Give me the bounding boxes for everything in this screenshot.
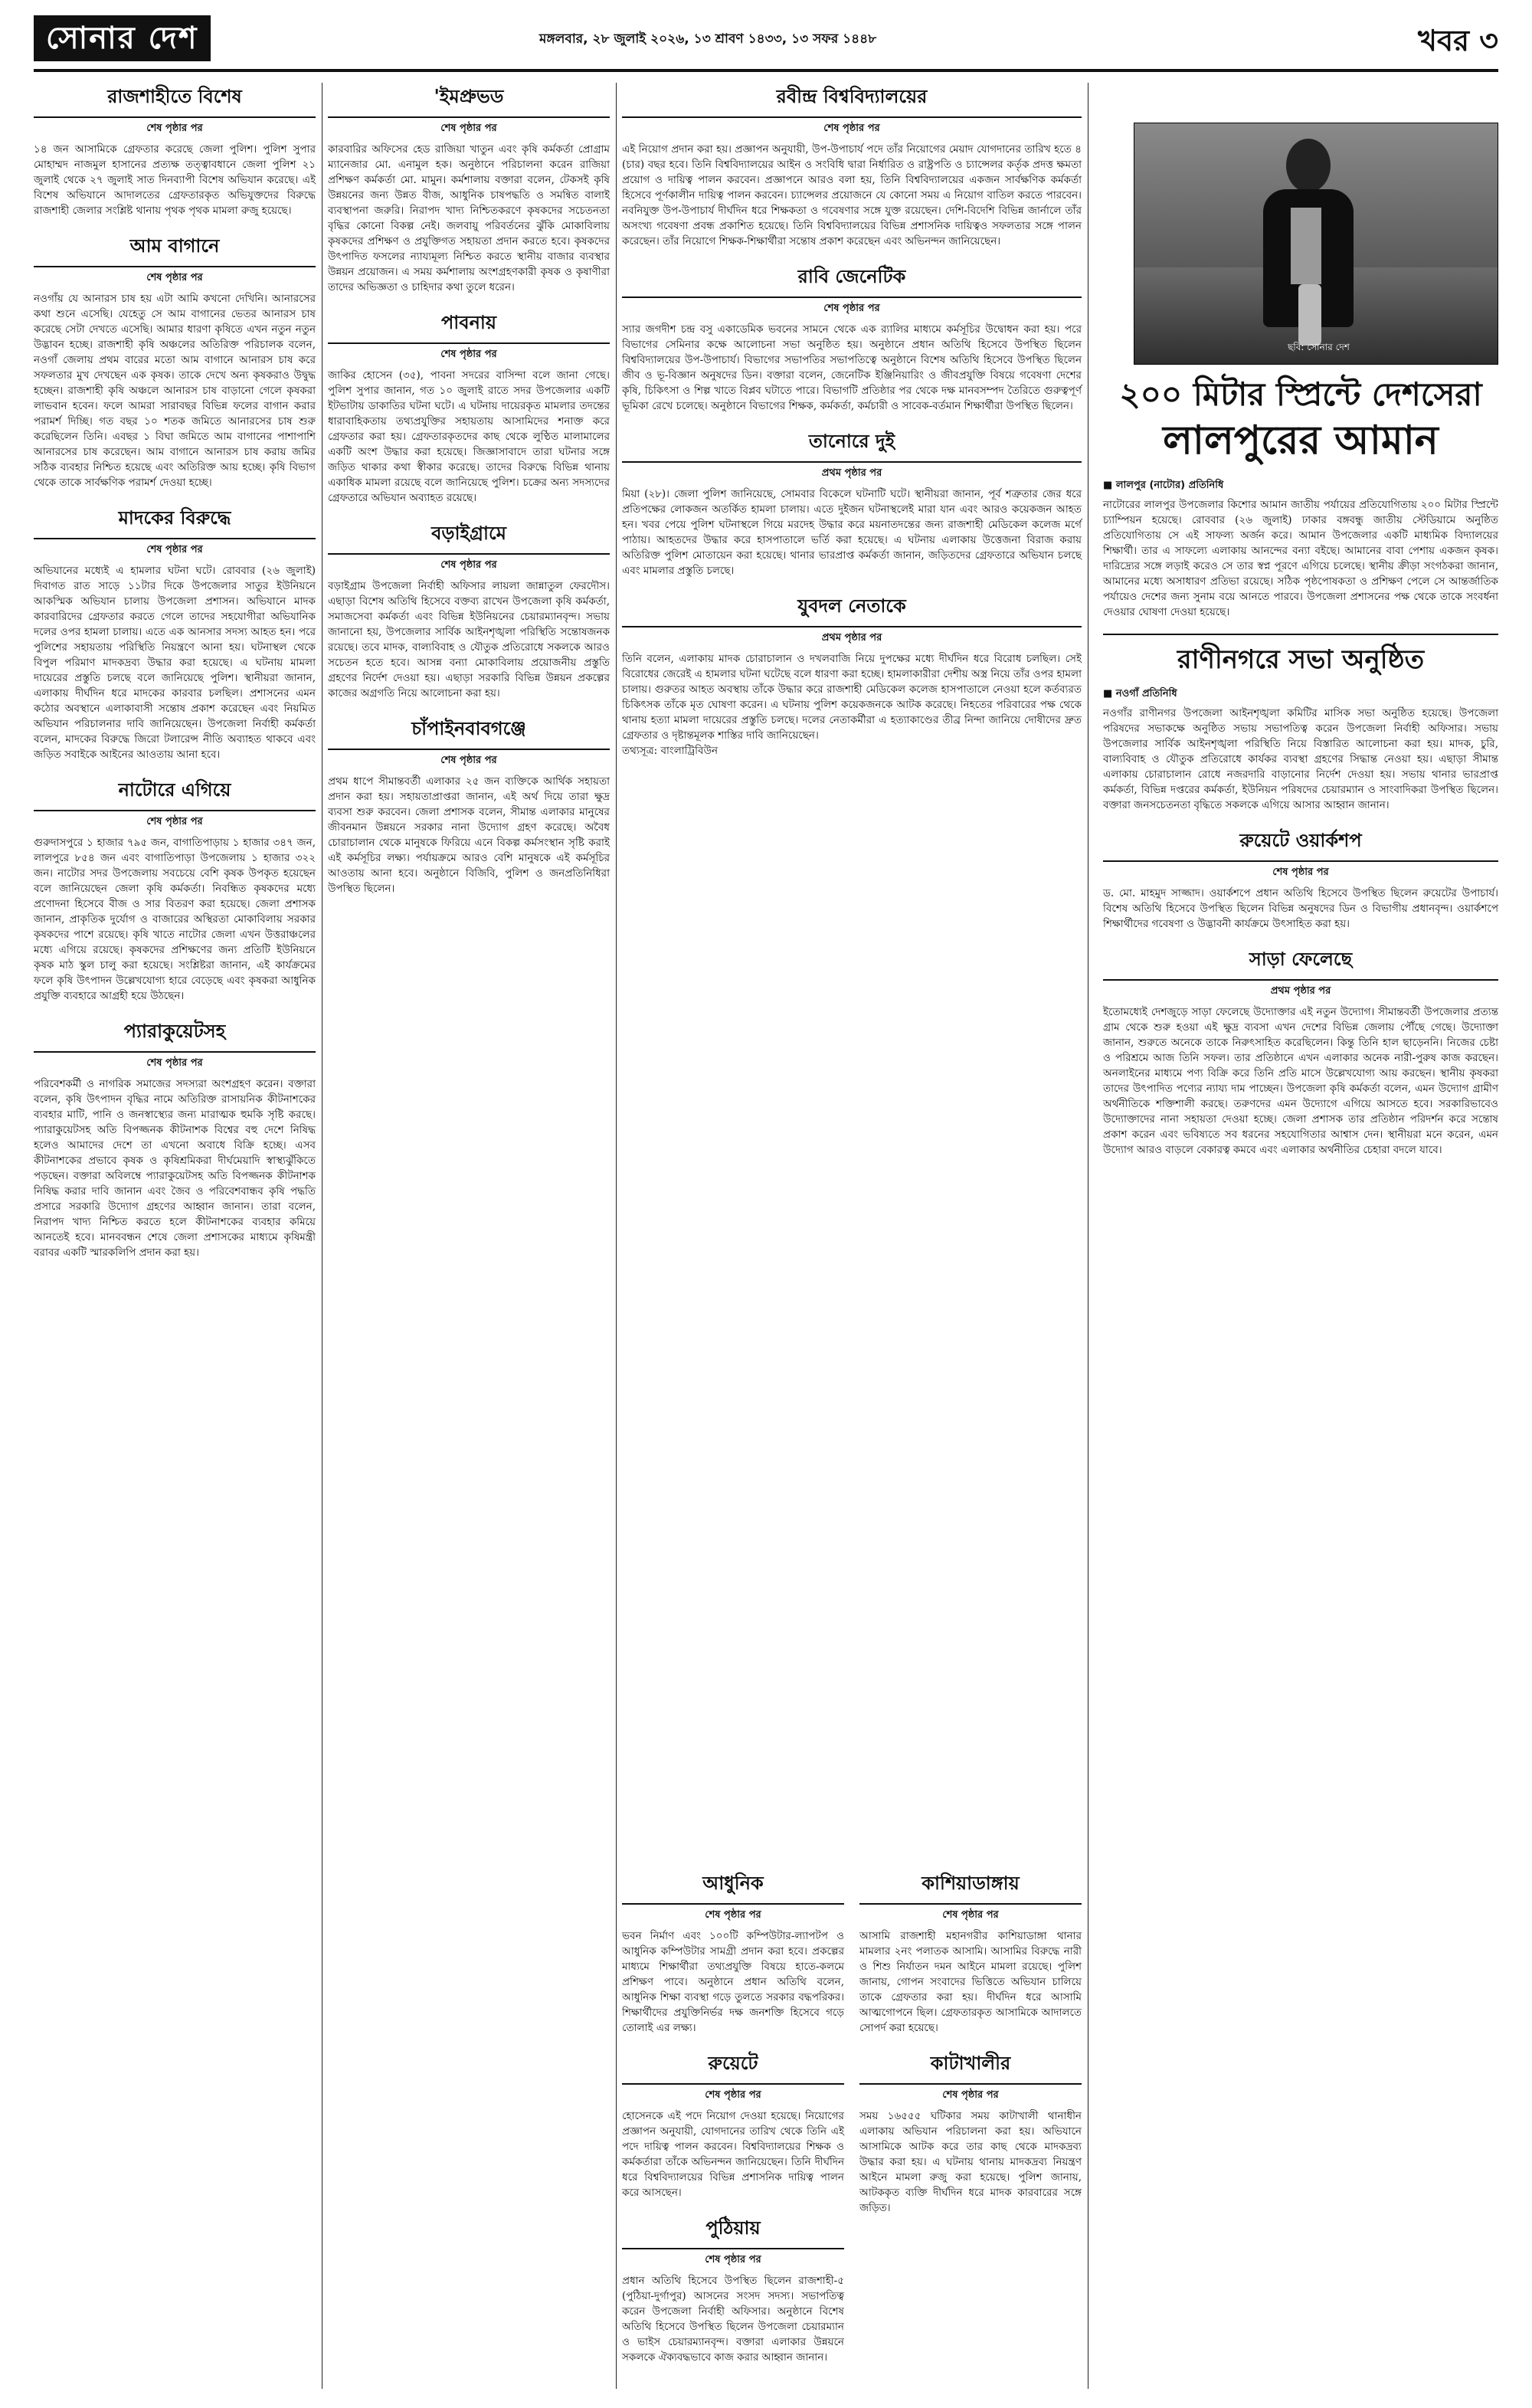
story-headline: প্যারাকুয়েটসহ <box>34 1017 316 1053</box>
continued-label: শেষ পৃষ্ঠার পর <box>1272 867 1329 878</box>
column-4-stories <box>859 1869 1082 2229</box>
news-story <box>859 1869 1082 2036</box>
news-story <box>34 776 316 1004</box>
athlete-figure <box>1249 139 1364 365</box>
news-story <box>622 1869 844 2036</box>
continued-label: শেষ পৃষ্ঠার পর <box>440 559 497 571</box>
news-story <box>34 1017 316 1260</box>
news-story <box>622 263 1082 414</box>
column-3 <box>622 83 1082 772</box>
story-headline: যুবদল নেতাকে <box>622 592 1082 627</box>
continued-label: শেষ পৃষ্ঠার পর <box>942 2089 999 2101</box>
jersey-stripe <box>1291 208 1321 284</box>
story-body: ভবন নির্মাণ এবং ১০০টি কম্পিউটার-ল্যাপটপ ও আধুনিক কম্পিউটার সামগ্রী প্রদান করা হবে। প্রকল্পের মাধ্যমে শিক্ষার্থীরা তথ্যপ্রযুক্তি বিষয়ে হাতে-কলমে প্রশিক্ষণ পাবে। অনুষ্ঠানে প্রধান অতিথি বলেন, আধুনিক শিক্ষা ব্যবস্থা গড়ে তুলতে সরকার বদ্ধপরিকর। শিক্ষার্থীদের প্রযুক্তিনির্ভর দক্ষ জনশক্তি হিসেবে গড়ে তোলাই এর লক্ষ্য। <box>622 1930 844 2034</box>
newspaper-logo: সোনার দেশ <box>34 15 211 61</box>
continued-label: শেষ পৃষ্ঠার পর <box>146 544 203 555</box>
story-body: গুরুদাসপুরে ১ হাজার ৭৯৫ জন, বাগাতিপাড়ায় ১ হাজার ৩৪৭ জন, লালপুরে ৮৫৪ জন এবং বাগাতিপাড়া উপজেলায় ১ হাজার ৩২২ জন। নাটোর সদর উপজেলায় সবচেয়ে বেশি কৃষক উপকৃত হয়েছেন বলে জানিয়েছেন জেলা কৃষি কর্মকর্তা। নিবন্ধিত কৃষকদের মধ্যে প্রণোদনা হিসেবে বীজ ও সার বিতরণ করা হয়েছে। জেলা প্রশাসক জানান, প্রাকৃতিক দুর্যোগ ও বাজারের অস্থিরতা মোকাবিলায় সরকার কৃষকদের পাশে রয়েছে। কৃষি খাতে নাটোর জেলা এখন উত্তরাঞ্চলের মধ্যে এগিয়ে রয়েছে। কৃষকদের প্রশিক্ষণের জন্য প্রতিটি ইউনিয়নে কৃষক মাঠ স্কুল চালু করা হয়েছে। সংশ্লিষ্টরা জানান, এই কার্যক্রমের ফলে কৃষি উৎপাদন উল্লেখযোগ্য হারে বেড়েছে এবং কৃষকরা আধুনিক প্রযুক্তি ব্যবহারে আগ্রহী হয়ে উঠছেন। <box>34 837 316 1002</box>
story-headline: পাবনায় <box>328 309 610 344</box>
continued-label: শেষ পৃষ্ঠার পর <box>146 1057 203 1069</box>
news-story <box>1103 945 1498 1158</box>
feature-headline <box>1103 374 1498 466</box>
story-body: এই নিয়োগ প্রদান করা হয়। প্রজ্ঞাপন অনুযায়ী, উপ-উপাচার্য পদে তাঁর নিয়োগের মেয়াদ যোগদানের তারিখ হতে ৪ (চার) বছর হবে। তিনি বিশ্ববিদ্যালয়ের আইন ও সংবিধি দ্বারা নির্ধারিত ও রাষ্ট্রপতি ও চ্যান্সেলর কর্তৃক প্রদত্ত ক্ষমতা প্রয়োগ ও দায়িত্ব পালন করবেন। প্রজ্ঞাপনে আরও বলা হয়, তিনি বিশ্ববিদ্যালয়ের একজন সার্বক্ষণিক কর্মকর্তা হিসেবে পূর্ণকালীন দায়িত্ব পালন করবেন। চ্যান্সেলর প্রয়োজনে যে কোনো সময় এ নিয়োগ বাতিল করতে পারবেন। নবনিযুক্ত উপ-উপাচার্য দীর্ঘদিন ধরে শিক্ষকতা ও গবেষণার সঙ্গে যুক্ত রয়েছেন। দেশি-বিদেশি বিভিন্ন জার্নালে তাঁর অসংখ্য গবেষণা প্রবন্ধ প্রকাশিত হয়েছে। তিনি বিশ্ববিদ্যালয়ের বিভিন্ন প্রশাসনিক দায়িত্বও সফলতার সঙ্গে পালন করেছেন। তাঁর নিয়োগে শিক্ষক-শিক্ষার্থীরা সন্তোষ প্রকাশ করেছেন এবং অভিনন্দন জানিয়েছেন। <box>622 143 1082 247</box>
story-body: নওগাঁয় যে আনারস চাষ হয় এটা আমি কখনো দেখিনি। আনারসের কথা শুনে এসেছি। যেহেতু সে আম বাগানের ভেতর আনারস চাষ করেছে সেটা দেখতে এসেছি। আমার ধারণা কৃষিতে এখন নতুন নতুন উদ্ভাবন হচ্ছে। রাজশাহী কৃষি অঞ্চলের অতিরিক্ত পরিচালক বলেন, নওগাঁ জেলায় প্রথম বারের মতো আম বাগানে আনারস চাষ করে সফলতার মুখ দেখছেন এক কৃষক। তাকে দেখে অন্য কৃষকরাও উদ্বুদ্ধ হচ্ছেন। রাজশাহী কৃষি অঞ্চলে আনারস চাষ বাড়ানো গেলে কৃষকরা লাভবান হবেন। ফলে আমরা সারাবছর বিভিন্ন ফলের বাগান করার পরামর্শ দিচ্ছি। গত বছর ১০ শতক জমিতে আনারসের চাষ শুরু করেছিলেন তিনি। এবছর ১ বিঘা জমিতে আম বাগানের পাশাপাশি আনারসের চাষ করেছেন। আম বাগানে আনারস চাষ করায় জমির সঠিক ব্যবহার নিশ্চিত হয়েছে এবং অতিরিক্ত আয় হচ্ছে। কৃষি বিভাগ থেকে তাকে সার্বক্ষণিক পরামর্শ দেওয়া হচ্ছে। <box>34 293 316 489</box>
column-3b-stories <box>622 1869 844 2379</box>
continued-label: শেষ পৃষ্ঠার পর <box>705 2089 761 2101</box>
news-story <box>1103 827 1498 932</box>
news-story <box>328 715 610 896</box>
continued-label: প্রথম পৃষ্ঠার পর <box>821 467 882 479</box>
continued-label: শেষ পৃষ্ঠার পর <box>705 2254 761 2265</box>
story-headline: রুয়েটে <box>622 2049 844 2085</box>
story-headline: চাঁপাইনবাবগঞ্জে <box>328 715 610 750</box>
story-headline: রাণীনগরে সভা অনুষ্ঠিত <box>1177 644 1425 675</box>
feature-headline-line-2: লালপুরের আমান <box>1163 417 1439 464</box>
column-2 <box>328 83 610 910</box>
continued-label: শেষ পৃষ্ঠার পর <box>705 1909 761 1921</box>
story-body: পরিবেশকর্মী ও নাগরিক সমাজের সদস্যরা অংশগ্রহণ করেন। বক্তারা বলেন, কৃষি উৎপাদন বৃদ্ধির নামে অতিরিক্ত রাসায়নিক কীটনাশকের ব্যবহার মাটি, পানি ও জনস্বাস্থ্যের জন্য মারাত্মক হুমকি সৃষ্টি করছে। প্যারাকুয়েটসহ অতি বিপজ্জনক কীটনাশক বিশ্বের বহু দেশে নিষিদ্ধ হলেও আমাদের দেশে তা এখনো অবাধে বিক্রি হচ্ছে। এসব কীটনাশকের প্রভাবে কৃষক ও কৃষিশ্রমিকরা দীর্ঘমেয়াদি স্বাস্থ্যঝুঁকিতে পড়ছেন। বক্তারা অবিলম্বে প্যারাকুয়েটসহ অতি বিপজ্জনক কীটনাশক নিষিদ্ধ করার দাবি জানান এবং জৈব ও পরিবেশবান্ধব কৃষি পদ্ধতি প্রসারে সরকারি উদ্যোগ গ্রহণের আহ্বান জানান। তারা বলেন, নিরাপদ খাদ্য নিশ্চিত করতে হলে কীটনাশকের ব্যবহার কমিয়ে আনতেই হবে। মানববন্ধন শেষে জেলা প্রশাসকের মাধ্যমে কৃষিমন্ত্রী বরাবর একটি স্মারকলিপি প্রদান করা হয়। <box>34 1078 316 1259</box>
continued-label: প্রথম পৃষ্ঠার পর <box>1270 985 1331 997</box>
story-body: ড. মো. মাহমুদ সাজ্জাদ। ওয়ার্কশপে প্রধান অতিথি হিসেবে উপস্থিত ছিলেন রুয়েটের উপাচার্য। বিশেষ অতিথি হিসেবে উপস্থিত ছিলেন বিভিন্ন অনুষদের ডিন ও বিভাগীয় প্রধানবৃন্দ। ওয়ার্কশপে শিক্ষার্থীদের গবেষণা ও উদ্ভাবনী কার্যক্রমে উৎসাহিত করা হয়। <box>1103 887 1498 930</box>
continued-label: শেষ পৃষ্ঠার পর <box>146 816 203 827</box>
story-headline: আম বাগানে <box>34 232 316 267</box>
news-story <box>328 83 610 295</box>
story-body: মিয়া (২৮)। জেলা পুলিশ জানিয়েছে, সোমবার বিকেলে ঘটনাটি ঘটে। স্থানীয়রা জানান, পূর্ব শত্রুতার জের ধরে প্রতিপক্ষের লোকজন অতর্কিত হামলা চালায়। এতে দুইজন ঘটনাস্থলেই মারা যান এবং আরও কয়েকজন আহত হন। খবর পেয়ে পুলিশ ঘটনাস্থলে গিয়ে মরদেহ উদ্ধার করে ময়নাতদন্তের জন্য রাজশাহী মেডিকেল কলেজ মর্গে পাঠায়। আহতদের উদ্ধার করে হাসপাতালে ভর্তি করা হয়েছে। এ ঘটনায় এলাকায় উত্তেজনা বিরাজ করায় অতিরিক্ত পুলিশ মোতায়েন করা হয়েছে। থানার ভারপ্রাপ্ত কর্মকর্তা জানান, জড়িতদের গ্রেফতারে অভিযান চলছে এবং মামলার প্রস্তুতি চলছে। <box>622 488 1082 577</box>
continued-label: শেষ পৃষ্ঠার পর <box>823 123 880 134</box>
story-headline: সাড়া ফেলেছে <box>1103 945 1498 981</box>
story-headline: নাটোরে এগিয়ে <box>34 776 316 811</box>
story-headline: বড়াইগ্রামে <box>328 519 610 555</box>
story-headline: রাজশাহীতে বিশেষ <box>34 83 316 118</box>
news-story <box>1103 640 1498 813</box>
story-body: তিনি বলেন, এলাকায় মাদক চোরাচালান ও দখলবাজি নিয়ে দুপক্ষের মধ্যে দীর্ঘদিন ধরে বিরোধ চলছিল। সেই বিরোধের জেরেই এ হামলার ঘটনা ঘটেছে বলে ধারণা করা হচ্ছে। হামলাকারীরা দেশীয় অস্ত্র নিয়ে তাঁর ওপর হামলা চালায়। গুরুতর আহত অবস্থায় তাঁকে উদ্ধার করে রাজশাহী মেডিকেল কলেজ হাসপাতালে নেওয়া হলে কর্তব্যরত চিকিৎসক তাঁকে মৃত ঘোষণা করেন। এ ঘটনায় পুলিশ কয়েকজনকে আটক করেছে। নিহতের পরিবারের পক্ষ থেকে থানায় হত্যা মামলা দায়েরের প্রস্তুতি চলছে। দলের নেতাকর্মীরা এ হত্যাকাণ্ডের তীব্র নিন্দা জানিয়ে দোষীদের দ্রুত গ্রেফতার ও দৃষ্টান্তমূলক শাস্তির দাবি জানিয়েছেন। <box>622 653 1082 742</box>
story-headline: মাদকের বিরুদ্ধে <box>34 504 316 539</box>
story-headline: পুঠিয়ায় <box>622 2214 844 2249</box>
news-story <box>34 232 316 490</box>
continued-label: শেষ পৃষ্ঠার পর <box>440 755 497 766</box>
news-story <box>622 592 1082 758</box>
story-body: নাটোরের লালপুর উপজেলার কিশোর আমান জাতীয় পর্যায়ের প্রতিযোগিতায় ২০০ মিটার স্প্রিন্টে চ্যাম্পিয়ন হয়েছে। রোববার (২৬ জুলাই) ঢাকার বঙ্গবন্ধু জাতীয় স্টেডিয়ামে অনুষ্ঠিত প্রতিযোগিতায় সে এই সাফল্য অর্জন করে। আমান উপজেলার একটি মাধ্যমিক বিদ্যালয়ের শিক্ষার্থী। তার এ সাফল্যে এলাকায় আনন্দের বন্যা বইছে। আমানের বাবা পেশায় একজন কৃষক। দারিদ্র্যের সঙ্গে লড়াই করেও সে তার স্বপ্ন পূরণে এগিয়ে চলেছে। স্থানীয় ক্রীড়া সংগঠকরা জানান, আমানের মধ্যে অসাধারণ প্রতিভা রয়েছে। সঠিক পৃষ্ঠপোষকতা ও প্রশিক্ষণ পেলে সে আন্তর্জাতিক পর্যায়েও দেশের জন্য সুনাম বয়ে আনতে পারবে। উপজেলা প্রশাসনের পক্ষ থেকে তাকে সংবর্ধনা দেওয়ার ঘোষণা দেওয়া হয়েছে। <box>1103 499 1498 618</box>
story-body: হোসেনকে এই পদে নিয়োগ দেওয়া হয়েছে। নিয়োগের প্রজ্ঞাপন অনুযায়ী, যোগদানের তারিখ থেকে তিনি এই পদে দায়িত্ব পালন করবেন। বিশ্ববিদ্যালয়ের শিক্ষক ও কর্মকর্তারা তাঁকে অভিনন্দন জানিয়েছেন। তিনি দীর্ঘদিন ধরে বিশ্ববিদ্যালয়ের বিভিন্ন প্রশাসনিক দায়িত্ব পালন করে আসছেন। <box>622 2110 844 2199</box>
news-story <box>1103 478 1498 620</box>
story-body: স্যার জগদীশ চন্দ্র বসু একাডেমিক ভবনের সামনে থেকে এক র‌্যালির মাধ্যমে কর্মসূচির উদ্বোধন করা হয়। পরে বিভাগের সেমিনার কক্ষে আলোচনা সভা অনুষ্ঠিত হয়। অনুষ্ঠানে প্রধান অতিথি হিসেবে উপস্থিত ছিলেন বিশ্ববিদ্যালয়ের উপ-উপাচার্য। বিভাগের সভাপতির সভাপতিত্বে অনুষ্ঠানে বিশেষ অতিথি হিসেবে উপস্থিত ছিলেন জীব ও ভূ-বিজ্ঞান অনুষদের ডিন। বক্তারা বলেন, জেনেটিক ইঞ্জিনিয়ারিং ও জীবপ্রযুক্তি বিষয়ে গবেষণা দেশের কৃষি, চিকিৎসা ও শিল্প খাতে বিপ্লব ঘটাতে পারে। বিভাগটি প্রতিষ্ঠার পর থেকে দক্ষ মানবসম্পদ তৈরিতে গুরুত্বপূর্ণ ভূমিকা রেখে চলেছে। অনুষ্ঠানে বিভাগের শিক্ষক, কর্মকর্তা, কর্মচারী ও সাবেক-বর্তমান শিক্ষার্থীরা উপস্থিত ছিলেন। <box>622 323 1082 412</box>
story-body: প্রথম ধাপে সীমান্তবর্তী এলাকার ২৫ জন ব্যক্তিকে আর্থিক সহায়তা প্রদান করা হয়। সহায়তাপ্রাপ্তরা জানান, এই অর্থ দিয়ে তারা ক্ষুদ্র ব্যবসা শুরু করবেন। জেলা প্রশাসক বলেন, সীমান্ত এলাকার মানুষের জীবনমান উন্নয়নে সরকার নানা উদ্যোগ গ্রহণ করেছে। অবৈধ চোরাচালান থেকে মানুষকে ফিরিয়ে এনে বিকল্প কর্মসংস্থান সৃষ্টি করাই এই কর্মসূচির লক্ষ্য। পর্যায়ক্রমে আরও বেশি মানুষকে এই কর্মসূচির আওতায় আনা হবে। অনুষ্ঠানে বিজিবি, পুলিশ ও জনপ্রতিনিধিরা উপস্থিত ছিলেন। <box>328 775 610 895</box>
column-rule <box>616 83 617 2389</box>
news-story <box>622 2049 844 2200</box>
byline: ■ লালপুর (নাটোর) প্রতিনিধি <box>1103 478 1498 494</box>
story-body: অভিযানের মধ্যেই এ হামলার ঘটনা ঘটে। রোববার (২৬ জুলাই) দিবাগত রাত সাড়ে ১১টার দিকে উপজেলার সাতুর ইউনিয়নে আকস্মিক অভিযান চালায় উপজেলা প্রশাসন। অভিযানে মাদক কারবারিদের গ্রেফতার করতে গেলে তাদের সহযোগীরা অভিযানিক দলের ওপর হামলা চালায়। এতে এক আনসার সদস্য আহত হন। পরে পুলিশের সহায়তায় পরিস্থিতি নিয়ন্ত্রণে আনা হয়। ঘটনাস্থল থেকে বিপুল পরিমাণ মাদকদ্রব্য উদ্ধার করা হয়েছে। এ ঘটনায় মামলা দায়েরের প্রস্তুতি চলছে বলে জানিয়েছে পুলিশ। স্থানীয়রা জানান, এলাকায় দীর্ঘদিন ধরে মাদকের কারবার চলছিল। প্রশাসনের এমন কঠোর অবস্থানে এলাকাবাসী সন্তোষ প্রকাশ করেছেন এবং নিয়মিত অভিযান পরিচালনার দাবি জানিয়েছেন। উপজেলা নির্বাহী কর্মকর্তা বলেন, মাদকের বিরুদ্ধে জিরো টলারেন্স নীতি অব্যাহত থাকবে এবং জড়িত সবাইকে আইনের আওতায় আনা হবে। <box>34 565 316 761</box>
story-body: ১৪ জন আসামিকে গ্রেফতার করেছে জেলা পুলিশ। পুলিশ সুপার মোহাম্মদ নাজমুল হাসানের প্রত্যক্ষ তত্ত্বাবধানে জেলা পুলিশ ২১ জুলাই থেকে ২৭ জুলাই সাত দিনব্যাপী বিশেষ অভিযান করেছে। এই বিশেষ অভিযানে আদালতের গ্রেফতারকৃত অভিযুক্তদের বিরুদ্ধে রাজশাহী জেলার সংশ্লিষ্ট থানায় পৃথক পৃথক মামলা রুজু হয়েছে। <box>34 143 316 217</box>
story-body: নওগাঁর রাণীনগর উপজেলা আইনশৃঙ্খলা কমিটির মাসিক সভা অনুষ্ঠিত হয়েছে। উপজেলা পরিষদের সভাকক্ষে অনুষ্ঠিত সভায় সভাপতিত্ব করেন উপজেলা নির্বাহী অফিসার। সভায় উপজেলার সার্বিক আইনশৃঙ্খলা পরিস্থিতি নিয়ে বিস্তারিত আলোচনা করা হয়। মাদক, চুরি, বাল্যবিবাহ ও যৌতুক প্রতিরোধে কার্যকর ব্যবস্থা গ্রহণের সিদ্ধান্ত নেওয়া হয়। এছাড়া সীমান্ত এলাকায় চোরাচালান রোধে নজরদারি বাড়ানোর নির্দেশ দেওয়া হয়। সভায় থানার ভারপ্রাপ্ত কর্মকর্তা, বিভিন্ন দপ্তরের কর্মকর্তা, ইউনিয়ন পরিষদের চেয়ারম্যান ও সাংবাদিকরা উপস্থিত ছিলেন। বক্তারা জনসচেতনতা বৃদ্ধিতে সকলকে এগিয়ে আসার আহ্বান জানান। <box>1103 707 1498 811</box>
story-body: কারবারির অফিসের হেড রাজিয়া খাতুন এবং কৃষি কর্মকর্তা প্রোগ্রাম ম্যানেজার মো. এনামুল হক। অনুষ্ঠানে পরিচালনা করেন রাজিয়া প্রশিক্ষণ কর্মকর্তা মো. মামুন। কর্মশালায় বক্তারা বলেন, টেকসই কৃষি উন্নয়নের জন্য উন্নত বীজ, আধুনিক চাষপদ্ধতি ও সমন্বিত বালাই ব্যবস্থাপনা জরুরি। নিরাপদ খাদ্য নিশ্চিতকরণে কৃষকদের সচেতনতা বৃদ্ধির কোনো বিকল্প নেই। জলবায়ু পরিবর্তনের ঝুঁকি মোকাবিলায় কৃষকদের প্রশিক্ষণ ও প্রযুক্তিগত সহায়তা প্রদান করতে হবে। কৃষকদের উৎপাদিত ফসলের ন্যায্যমূল্য নিশ্চিত করতে স্থানীয় বাজার ব্যবস্থার উন্নয়ন প্রয়োজন। এ সময় কর্মশালায় অংশগ্রহণকারী কৃষক ও কৃষাণীরা তাদের অভিজ্ঞতা ও চাহিদার কথা তুলে ধরেন। <box>328 143 610 293</box>
story-headline: রুয়েটে ওয়ার্কশপ <box>1103 827 1498 862</box>
continued-label: শেষ পৃষ্ঠার পর <box>823 303 880 314</box>
news-story <box>328 519 610 701</box>
continued-label: শেষ পৃষ্ঠার পর <box>146 123 203 134</box>
athlete-photo <box>1134 123 1498 365</box>
continued-label: শেষ পৃষ্ঠার পর <box>146 272 203 283</box>
story-headline: কাটাখালীর <box>859 2049 1082 2085</box>
story-headline: 'ইমপ্রুভড <box>328 83 610 118</box>
news-story <box>622 2214 844 2365</box>
dateline: মঙ্গলবার, ২৮ জুলাই ২০২৬, ১৩ শ্রাবণ ১৪৩৩, ১৩ সফর ১৪৪৮ <box>539 31 877 47</box>
continued-label: শেষ পৃষ্ঠার পর <box>942 1909 999 1921</box>
story-headline: রবীন্দ্র বিশ্ববিদ্যালয়ের <box>622 83 1082 118</box>
story-headline: কাশিয়াডাঙ্গায় <box>859 1869 1082 1905</box>
news-story <box>34 504 316 762</box>
news-story <box>859 2049 1082 2216</box>
masthead <box>34 15 1498 72</box>
source-credit: তথ্যসূত্র: বাংলাট্রিবিউন <box>622 745 719 757</box>
section-label: খবর ৩ <box>1418 23 1498 57</box>
story-body: বড়াইগ্রাম উপজেলা নির্বাহী অফিসার লায়লা জান্নাতুল ফেরদৌস। এছাড়া বিশেষ অতিথি হিসেবে বক্তব্য রাখেন উপজেলা কৃষি কর্মকর্তা, সমাজসেবা কর্মকর্তা এবং বিভিন্ন ইউনিয়নের চেয়ারম্যানবৃন্দ। সভায় জানানো হয়, উপজেলার সার্বিক আইনশৃঙ্খলা পরিস্থিতি সন্তোষজনক রয়েছে। তবে মাদক, বাল্যবিবাহ ও যৌতুক প্রতিরোধে সকলকে আরও সচেতন হতে হবে। আসন্ন বন্যা মোকাবিলায় প্রয়োজনীয় প্রস্তুতি গ্রহণের নির্দেশ দেওয়া হয়। এছাড়া সরকারি বিভিন্ন উন্নয়ন প্রকল্পের কাজের অগ্রগতি নিয়ে আলোচনা করা হয়। <box>328 580 610 699</box>
story-headline: তানোরে দুই <box>622 428 1082 463</box>
continued-label: প্রথম পৃষ্ঠার পর <box>821 632 882 644</box>
story-body: ইতোমধ্যেই দেশজুড়ে সাড়া ফেলেছে উদ্যোক্তার এই নতুন উদ্যোগ। সীমান্তবর্তী উপজেলার প্রত্যন্ত গ্রাম থেকে শুরু হওয়া এই ক্ষুদ্র ব্যবসা এখন দেশের বিভিন্ন জেলায় পৌঁছে গেছে। উদ্যোক্তা জানান, শুরুতে অনেকে তাকে নিরুৎসাহিত করেছিলেন। কিন্তু তিনি হাল ছাড়েননি। নিজের চেষ্টা ও পরিশ্রমে আজ তিনি সফল। তার প্রতিষ্ঠানে এখন এলাকার অনেক নারী-পুরুষ কাজ করছেন। অনলাইনের মাধ্যমে পণ্য বিক্রি করে তিনি প্রতি মাসে উল্লেখযোগ্য আয় করছেন। স্থানীয় কৃষকরা তাদের উৎপাদিত পণ্যের ন্যায্য দাম পাচ্ছেন। উপজেলা কৃষি কর্মকর্তা বলেন, এমন উদ্যোগ গ্রামীণ অর্থনীতিকে শক্তিশালী করছে। তরুণদের এমন উদ্যোগে এগিয়ে আসতে হবে। সরকারিভাবেও উদ্যোক্তাদের নানা সহায়তা দেওয়া হচ্ছে। জেলা প্রশাসক তার প্রতিষ্ঠান পরিদর্শন করে সন্তোষ প্রকাশ করেন এবং ভবিষ্যতে সব ধরনের সহযোগিতার আশ্বাস দেন। স্থানীয়রা মনে করেন, এমন উদ্যোগ আরও বাড়লে বেকারত্ব কমবে এবং এলাকার অর্থনীতির চেহারা বদলে যাবে। <box>1103 1006 1498 1156</box>
divider <box>1103 634 1498 635</box>
story-body: আসামি রাজশাহী মহানগরীর কাশিয়াডাঙ্গা থানার মামলার ২নং পলাতক আসামি। আসামির বিরুদ্ধে নারী ও শিশু নির্যাতন দমন আইনে মামলা রয়েছে। পুলিশ জানায়, গোপন সংবাদের ভিত্তিতে অভিযান চালিয়ে তাকে গ্রেফতার করা হয়। দীর্ঘদিন ধরে আসামি আত্মগোপনে ছিল। গ্রেফতারকৃত আসামিকে আদালতে সোপর্দ করা হয়েছে। <box>859 1930 1082 2034</box>
news-story <box>328 309 610 506</box>
trophy-icon <box>1298 284 1321 346</box>
feature-headline-line-1: ২০০ মিটার স্প্রিন্টে দেশসেরা <box>1119 375 1482 413</box>
continued-label: শেষ পৃষ্ঠার পর <box>440 349 497 360</box>
continued-label: শেষ পৃষ্ঠার পর <box>440 123 497 134</box>
news-story <box>622 428 1082 578</box>
athlete-head <box>1286 139 1331 192</box>
news-story <box>622 83 1082 249</box>
byline: ■ নওগাঁ প্রতিনিধি <box>1103 686 1498 703</box>
story-body: প্রধান অতিথি হিসেবে উপস্থিত ছিলেন রাজশাহী-৫ (পুঠিয়া-দুর্গাপুর) আসনের সংসদ সদস্য। সভাপতিত্ব করেন উপজেলা নির্বাহী অফিসার। অনুষ্ঠানে বিশেষ অতিথি হিসেবে উপস্থিত ছিলেন উপজেলা চেয়ারম্যান ও ভাইস চেয়ারম্যানবৃন্দ। বক্তারা এলাকার উন্নয়নে সকলকে ঐক্যবদ্ধভাবে কাজ করার আহ্বান জানান। <box>622 2275 844 2364</box>
news-story <box>34 83 316 218</box>
story-headline: রাবি জেনেটিক <box>622 263 1082 298</box>
photo-credit: ছবি: সোনার দেশ <box>1288 342 1350 352</box>
story-body: জাকির হোসেন (৩৫), পাবনা সদরের বাসিন্দা বলে জানা গেছে। পুলিশ সুপার জানান, গত ১০ জুলাই রাতে সদর উপজেলার একটি ইটভাটায় ডাকাতির ঘটনা ঘটে। এ ঘটনায় দায়েরকৃত মামলার তদন্তের ধারাবাহিকতায় তথ্যপ্রযুক্তির সহায়তায় আসামিদের শনাক্ত করে গ্রেফতার করা হয়। গ্রেফতারকৃতদের কাছ থেকে লুণ্ঠিত মালামালের একটি অংশ উদ্ধার করা হয়েছে। জিজ্ঞাসাবাদে তারা ঘটনার সঙ্গে জড়িত থাকার কথা স্বীকার করেছে। তাদের বিরুদ্ধে বিভিন্ন থানায় একাধিক মামলা রয়েছে বলে জানিয়েছে পুলিশ। চক্রের অন্য সদস্যদের গ্রেফতারে অভিযান অব্যাহত রয়েছে। <box>328 369 610 504</box>
column-1 <box>34 83 316 1274</box>
column-5 <box>1103 475 1498 1171</box>
story-body: সময় ১৬৫৫৫ ঘটিকার সময় কাটাখালী থানাধীন এলাকায় অভিযান পরিচালনা করা হয়। অভিযানে আসামিকে আটক করে তার কাছ থেকে মাদকদ্রব্য উদ্ধার করা হয়। এ ঘটনায় থানায় মাদকদ্রব্য নিয়ন্ত্রণ আইনে মামলা রুজু করা হয়েছে। পুলিশ জানায়, আটককৃত ব্যক্তি দীর্ঘদিন ধরে মাদক কারবারের সঙ্গে জড়িত। <box>859 2110 1082 2214</box>
story-headline: আধুনিক <box>622 1869 844 1905</box>
